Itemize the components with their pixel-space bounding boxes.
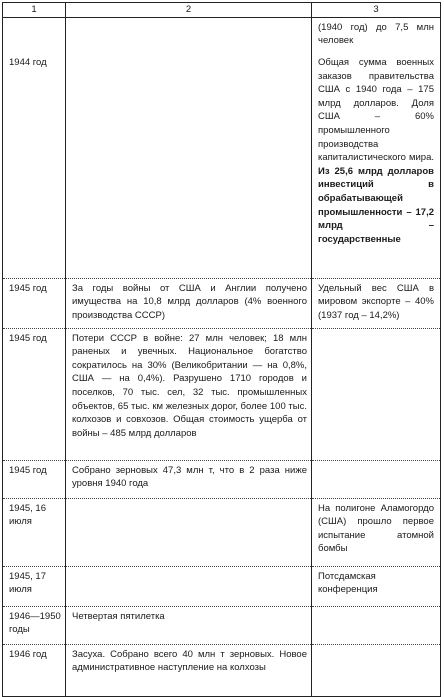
table-row	[3, 460, 441, 498]
event-cell: Потери СССР в войне: 27 млн человек; 18 млн раненых и увечных. Национальное богатство сократилось на 30% (Великобритании — на 0,8%, США — на 0,4%). Разрушено 1710 городов и поселков, 70 тыс. сел, 32 тыс. промышленных объектов, 65 тыс. км железных дорог, более 100 тыс. колхозов и совхозов. Общая стоимость ущерба от войны – 485 млрд долларов	[66, 328, 312, 460]
world-cell: Потсдамская конференция	[312, 566, 441, 606]
date-cell: 1945, 16 июля	[3, 498, 66, 566]
date-cell: 1945 год	[3, 460, 66, 498]
table-row	[3, 498, 441, 566]
world-text: Общая сумма военных заказов правительства США с 1940 года – 175 млрд долларов. Доля США – 60% промышленного производства капиталистического мира.	[318, 57, 434, 164]
date-cell: 1944 год	[3, 53, 66, 278]
table-row	[3, 278, 441, 328]
event-cell: Четвертая пятилетка	[66, 606, 312, 644]
world-text-bold: Из 25,6 млрд долларов инвестиций в обрабатывающей промышленности – 17,2 млрд – государственные	[318, 165, 434, 245]
date-cell: 1945 год	[3, 328, 66, 460]
event-cell	[66, 53, 312, 278]
world-cell	[312, 644, 441, 696]
table-row	[3, 328, 441, 460]
world-cell	[312, 328, 441, 460]
date-cell: 1945 год	[3, 278, 66, 328]
column-header-3: 3	[312, 3, 441, 18]
chronology-page	[2, 2, 442, 695]
world-cell	[312, 53, 441, 278]
world-cell	[312, 460, 441, 498]
column-header-1: 1	[3, 3, 66, 18]
date-cell: 1946—1950 годы	[3, 606, 66, 644]
table-row	[3, 644, 441, 696]
date-cell	[3, 17, 66, 53]
world-cell: На полигоне Аламогордо (США) прошло первое испытание атомной бомбы	[312, 498, 441, 566]
date-cell: 1945, 17 июля	[3, 566, 66, 606]
event-cell: Собрано зерновых 47,3 млн т, что в 2 раза ниже уровня 1940 года	[66, 460, 312, 498]
table-row	[3, 53, 441, 278]
table-row	[3, 566, 441, 606]
event-cell	[66, 17, 312, 53]
header-row	[3, 3, 441, 18]
world-cell	[312, 606, 441, 644]
event-cell	[66, 566, 312, 606]
table-row	[3, 17, 441, 53]
table-row	[3, 606, 441, 644]
event-cell: Засуха. Собрано всего 40 млн т зерновых. Новое административное наступление на колхозы	[66, 644, 312, 696]
date-cell: 1946 год	[3, 644, 66, 696]
event-cell: За годы войны от США и Англии получено имущества на 10,8 млрд долларов (4% военного производства СССР)	[66, 278, 312, 328]
column-header-2: 2	[66, 3, 312, 18]
event-cell	[66, 498, 312, 566]
world-cell: Удельный вес США в мировом экспорте – 40% (1937 год – 14,2%)	[312, 278, 441, 328]
chronology-table	[2, 2, 441, 697]
world-cell: (1940 год) до 7,5 млн человек	[312, 17, 441, 53]
